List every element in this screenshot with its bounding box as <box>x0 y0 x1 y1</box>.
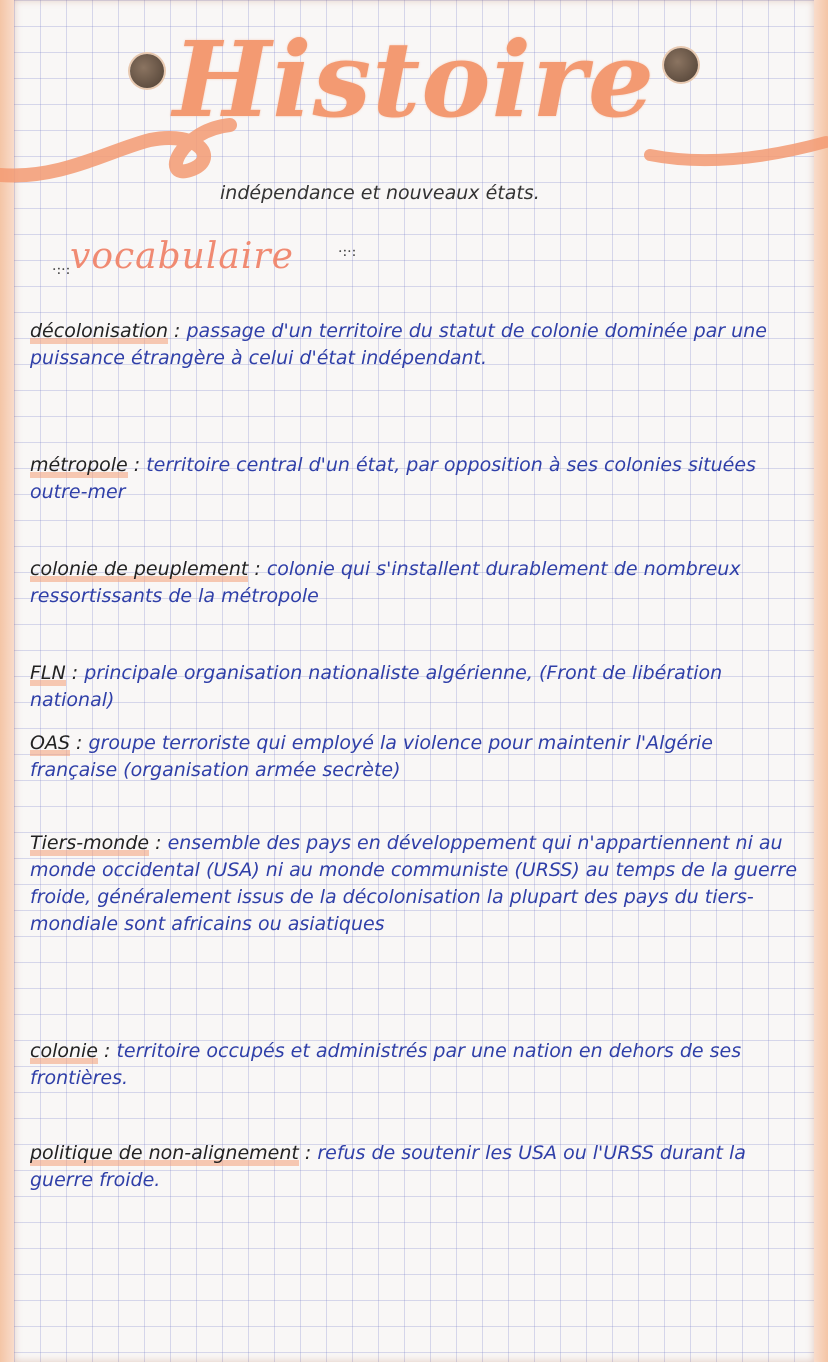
vocab-entry: décolonisation : passage d'un territoire du statut de colonie dominée par une puissance étrangère à celui d'état indépendant. <box>30 320 767 369</box>
decorative-dots-left: ·:·: <box>52 262 71 278</box>
page-subtitle: indépendance et nouveaux états. <box>220 182 540 204</box>
vocab-entry: Tiers-monde : ensemble des pays en développement qui n'appartiennent ni au monde occidental (USA) ni au monde communiste (URSS) au temps de la guerre froide, généralement issus de la décolonisation la plupart des pays du tiers-mondiale sont africains ou asiatiques <box>30 832 798 935</box>
vocab-definition: passage d'un territoire du statut de colonie dominée par une puissance étrangère à celui d'état indépendant. <box>30 320 767 369</box>
page-title: Histoire <box>172 18 656 141</box>
vocab-entry: politique de non-alignement : refus de soutenir les USA ou l'URSS durant la guerre froide. <box>30 1142 746 1191</box>
vocab-definition: colonie qui s'installent durablement de nombreux ressortissants de la métropole <box>30 558 741 607</box>
vocab-entry: FLN : principale organisation nationaliste algérienne, (Front de libération national) <box>30 662 723 711</box>
vocab-term: Tiers-monde <box>30 832 150 854</box>
vocab-term: décolonisation <box>30 320 168 342</box>
vocab-term: colonie de peuplement <box>30 558 249 580</box>
vocab-term: OAS <box>30 732 71 754</box>
vocab-term: FLN <box>30 662 66 684</box>
vocab-definition: ensemble des pays en développement qui n'appartiennent ni au monde occidental (USA) ni au monde communiste (URSS) au temps de la guerre froide, généralement issus de la décolonisation la plupart des pays du tiers-mondiale sont africains ou asiatiques <box>30 832 798 935</box>
vocab-entry: OAS : groupe terroriste qui employé la violence pour maintenir l'Algérie française (organisation armée secrète) <box>30 732 713 781</box>
vocab-term: colonie <box>30 1040 98 1062</box>
decorative-dots-right: ·:·: <box>338 244 357 260</box>
section-heading: vocabulaire <box>70 236 294 277</box>
vocab-entry: métropole : territoire central d'un état, par opposition à ses colonies situées outre-mer <box>30 454 756 503</box>
vocab-definition: territoire occupés et administrés par une nation en dehors de ses frontières. <box>30 1040 742 1089</box>
vocab-definition: territoire central d'un état, par opposition à ses colonies situées outre-mer <box>30 454 756 503</box>
vocab-term: métropole <box>30 454 128 476</box>
vocab-entry: colonie de peuplement : colonie qui s'installent durablement de nombreux ressortissants de la métropole <box>30 558 741 607</box>
vocab-entry: colonie : territoire occupés et administrés par une nation en dehors de ses frontières. <box>30 1040 742 1089</box>
vocab-definition: groupe terroriste qui employé la violence pour maintenir l'Algérie française (organisation armée secrète) <box>30 732 713 781</box>
vocab-term: politique de non-alignement <box>30 1142 299 1164</box>
vocab-definition: refus de soutenir les USA ou l'URSS durant la guerre froide. <box>30 1142 746 1191</box>
vocab-definition: principale organisation nationaliste algérienne, (Front de libération national) <box>30 662 723 711</box>
